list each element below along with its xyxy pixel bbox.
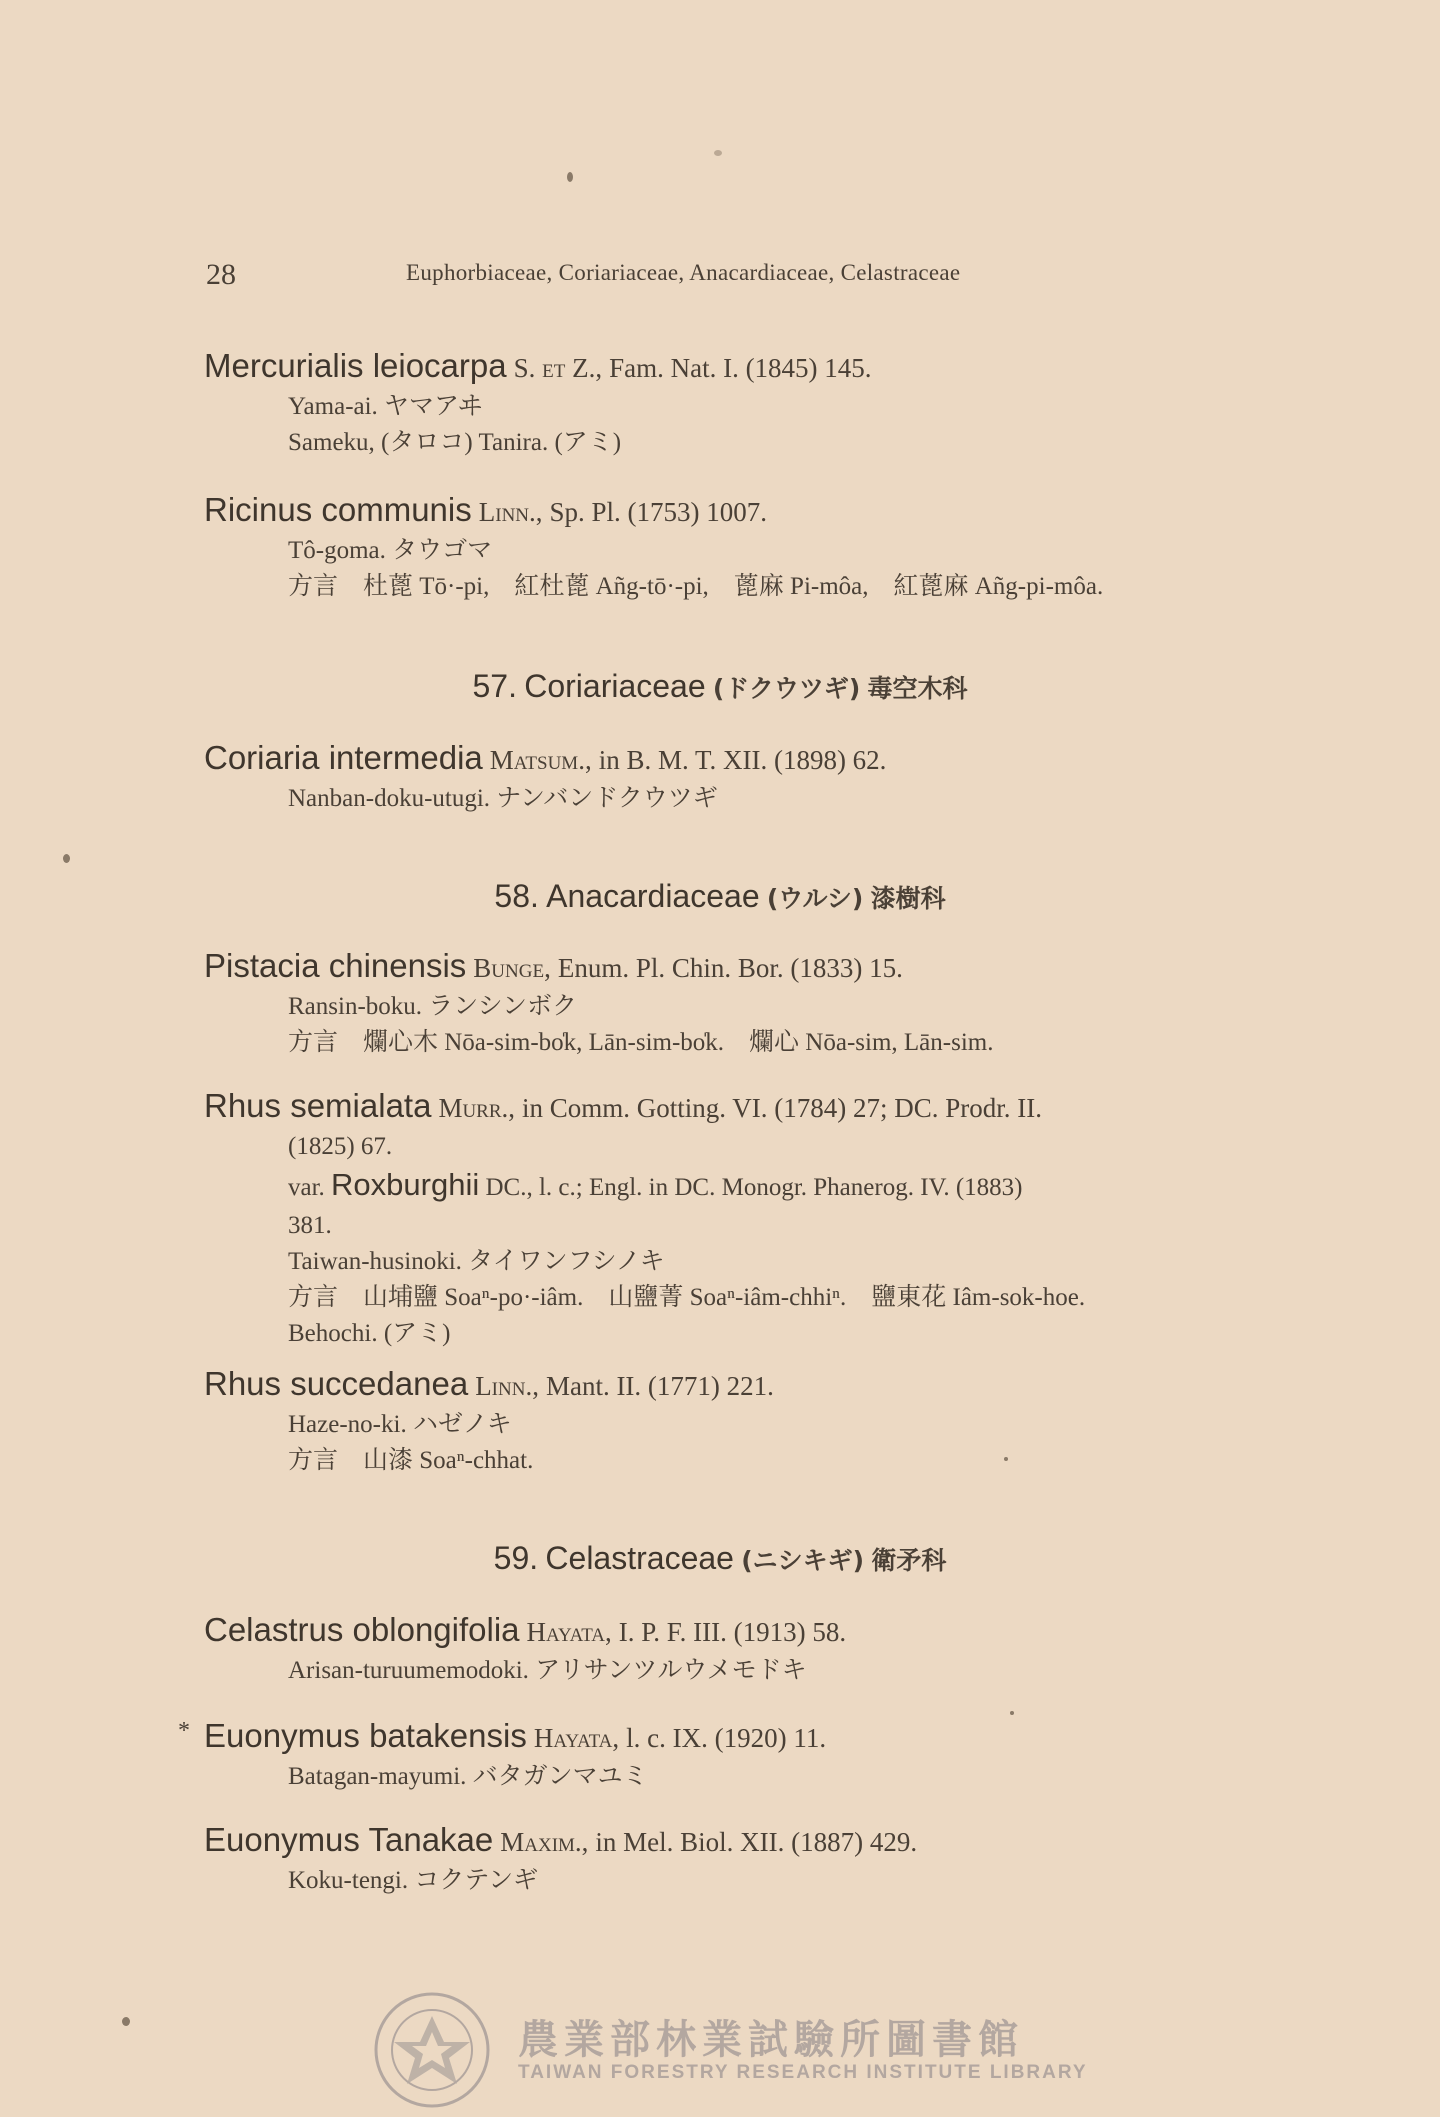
- species-entry: [204, 738, 886, 817]
- species-entry: [204, 1610, 846, 1689]
- family-kana: (ニシキギ): [741, 1546, 865, 1575]
- species-entry: [204, 1820, 917, 1899]
- species-citation: l. c. IX. (1920) 11.: [626, 1723, 827, 1753]
- species-citation: Enum. Pl. Chin. Bor. (1833) 15.: [557, 953, 903, 983]
- species-author: Linn.,: [475, 1371, 539, 1401]
- paper-speck: [1010, 1711, 1014, 1715]
- family-number: 59.: [493, 1540, 539, 1576]
- species-author: Matsum.,: [489, 745, 592, 775]
- species-citation: in B. M. T. XII. (1898) 62.: [598, 745, 887, 775]
- species-author: Hayata,: [533, 1723, 620, 1753]
- library-watermark: [0, 1990, 1440, 2110]
- vernacular-line: Nanban-doku-utugi. ナンバンドクウツギ: [288, 785, 718, 812]
- paper-speck: [63, 854, 70, 863]
- library-name-english: TAIWAN FORESTRY RESEARCH INSTITUTE LIBRARY: [518, 2062, 1088, 2083]
- citation-continued: (1825) 67.: [288, 1133, 393, 1160]
- species-author: Linn.,: [478, 497, 543, 527]
- family-name: Anacardiaceae: [546, 878, 760, 914]
- variety-citation: DC., l. c.; Engl. in DC. Monogr. Phanerog. IV. (1883): [485, 1174, 1023, 1201]
- species-heading: [204, 1364, 774, 1407]
- vernacular-line: Ransin-boku. ランシンボク: [288, 993, 578, 1020]
- species-citation: in Mel. Biol. XII. (1887) 429.: [595, 1827, 918, 1857]
- paper-speck: [567, 172, 573, 182]
- family-number: 58.: [494, 878, 539, 914]
- species-name: Rhus semialata: [204, 1087, 432, 1124]
- species-heading: [204, 1610, 846, 1653]
- family-heading: [0, 666, 1440, 709]
- dialect-line: 方言 杜蓖 Tō·-pi, 紅杜蓖 Añg-tō·-pi, 蓖麻 Pi-môa, 紅蓖麻 Añg-pi-môa.: [288, 573, 1104, 600]
- species-name: Ricinus communis: [204, 491, 472, 528]
- variety-name: Roxburghii: [331, 1167, 480, 1202]
- species-author: S. et Z.,: [513, 353, 603, 383]
- paper-speck: [714, 150, 722, 156]
- family-number: 57.: [472, 668, 517, 704]
- species-entry: [204, 490, 1103, 605]
- family-heading: [0, 1538, 1440, 1581]
- dialect-line: 方言 山埔鹽 Soaⁿ-po·-iâm. 山鹽菁 Soaⁿ-iâm-chhiⁿ. 鹽東花 Iâm-sok-hoe.: [288, 1284, 1086, 1311]
- vernacular-line: Taiwan-husinoki. タイワンフシノキ: [288, 1248, 665, 1275]
- running-title: Euphorbiaceae, Coriariaceae, Anacardiaceae, Celastraceae: [406, 260, 961, 285]
- asterisk-marker: *: [178, 1718, 190, 1744]
- dialect-line: 方言 山漆 Soaⁿ-chhat.: [288, 1447, 534, 1474]
- species-entry: [204, 946, 993, 1061]
- species-name: Coriaria intermedia: [204, 739, 483, 776]
- species-name: Euonymus Tanakae: [204, 1821, 494, 1858]
- vernacular-line: Behochi. (アミ): [288, 1320, 451, 1347]
- species-name: Mercurialis leiocarpa: [204, 347, 507, 384]
- species-citation: in Comm. Gotting. VI. (1784) 27; DC. Prodr. II.: [522, 1093, 1043, 1123]
- vernacular-line: Koku-tengi. コクテンギ: [288, 1867, 539, 1894]
- species-author: Murr.,: [438, 1093, 516, 1123]
- family-kanji: 漆樹科: [870, 884, 946, 913]
- species-entry: [204, 1086, 1085, 1352]
- vernacular-line: Haze-no-ki. ハゼノキ: [288, 1411, 512, 1438]
- species-heading: [204, 346, 872, 389]
- species-citation: I. P. F. III. (1913) 58.: [618, 1617, 847, 1647]
- species-name: Celastrus oblongifolia: [204, 1611, 520, 1648]
- library-name-chinese: 農業部林業試驗所圖書館: [518, 2017, 1024, 2063]
- species-name: Pistacia chinensis: [204, 947, 467, 984]
- vernacular-line: Batagan-mayumi. バタガンマユミ: [288, 1763, 648, 1790]
- species-name: Rhus succedanea: [204, 1365, 469, 1402]
- species-entry: [204, 346, 872, 461]
- page-number: 28: [206, 258, 236, 291]
- species-citation: Fam. Nat. I. (1845) 145.: [609, 353, 872, 383]
- species-author: Bunge,: [473, 953, 551, 983]
- family-name: Celastraceae: [545, 1540, 734, 1576]
- vernacular-line: Sameku, (タロコ) Tanira. (アミ): [288, 429, 622, 456]
- species-heading: [204, 1820, 917, 1863]
- species-name: Euonymus batakensis: [204, 1717, 527, 1754]
- family-kana: (ドクウツギ): [712, 674, 861, 703]
- family-heading: [0, 876, 1440, 919]
- species-citation: Mant. II. (1771) 221.: [545, 1371, 774, 1401]
- variety-line: [204, 1165, 1085, 1208]
- family-name: Coriariaceae: [524, 668, 706, 704]
- family-kana: (ウルシ): [766, 884, 864, 913]
- species-heading: [204, 1716, 826, 1759]
- library-seal-icon: [372, 1990, 492, 2110]
- species-heading: [204, 1086, 1085, 1129]
- vernacular-line: Yama-ai. ヤマアヰ: [288, 393, 483, 420]
- dialect-line: 方言 爛心木 Nōa-sim-bo̍k, Lān-sim-bo̍k. 爛心 Nōa-sim, Lān-sim.: [288, 1029, 994, 1056]
- family-kanji: 衛矛科: [871, 1546, 947, 1575]
- species-heading: [204, 946, 993, 989]
- running-head: [0, 258, 1440, 294]
- species-heading: [204, 738, 886, 781]
- species-heading: [204, 490, 1103, 533]
- species-citation: Sp. Pl. (1753) 1007.: [549, 497, 768, 527]
- vernacular-line: Arisan-turuumemodoki. アリサンツルウメモドキ: [288, 1657, 807, 1684]
- species-entry: [178, 1716, 827, 1795]
- vernacular-line: Tô-goma. タウゴマ: [288, 537, 493, 564]
- paper-speck: [1004, 1457, 1008, 1461]
- species-entry: [204, 1364, 774, 1479]
- family-kanji: 毒空木科: [867, 674, 968, 703]
- variety-prefix: var.: [288, 1174, 325, 1201]
- citation-continued: 381.: [288, 1212, 332, 1239]
- species-author: Hayata,: [526, 1617, 612, 1647]
- species-author: Maxim.,: [500, 1827, 589, 1857]
